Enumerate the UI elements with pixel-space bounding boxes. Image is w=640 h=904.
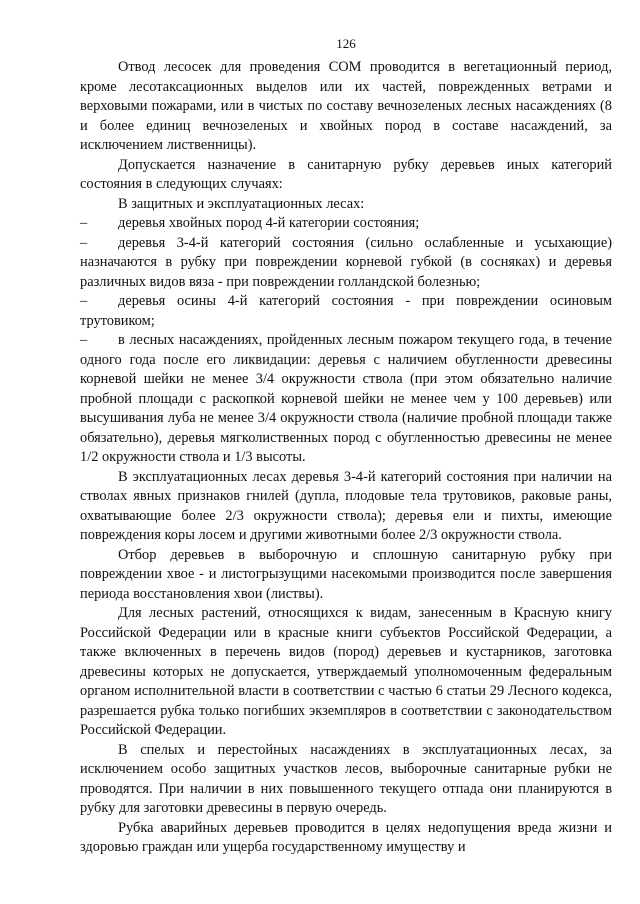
- paragraph: В спелых и перестойных насаждениях в эксплуатационных лесах, за исключением особо защитных участков лесов, выборочные санитарные рубки не проводятся. При наличии в них повышенного текущего отпада они планируются в рубку для заготовки древесины в первую очередь.: [80, 741, 612, 816]
- list-item: [80, 234, 612, 293]
- list-item: [80, 292, 612, 331]
- list-item-text: деревья хвойных пород 4-й категории состояния;: [118, 215, 420, 231]
- paragraph: В эксплуатационных лесах деревья 3-4-й категорий состояния при наличии на стволах явных признаков гнилей (дупла, плодовые тела трутовиков, раковые раны, охватывающие более 2/3 окружности ствола); деревья ели и пихты, имеющие повреждения коры лосем и другими животными более 2/3 окружности ствола.: [80, 468, 612, 543]
- dash-marker: –: [80, 234, 88, 251]
- document-body: [80, 58, 612, 858]
- list-item-text: в лесных насаждениях, пройденных лесным пожаром текущего года, в течение одного года после его ликвидации: деревья с наличием обугленности древесины корневой шейки не менее 3/4 окружности ствола (при этом обязательно наличие пробной площади с раскопкой корневой шейки не менее чем у 100 деревьев) или высушивания луба не менее 3/4 окружности ствола (наличие пробной площади также обязательно), деревья мягколиственных пород с обугленностью древесины не менее 1/2 окружности ствола и 1/3 высоты.: [80, 332, 612, 465]
- paragraph: Рубка аварийных деревьев проводится в целях недопущения вреда жизни и здоровью граждан или ущерба государственному имуществу и: [80, 819, 612, 855]
- paragraph: Отбор деревьев в выборочную и сплошную санитарную рубку при повреждении хвое - и листогрызущими насекомыми производится после завершения периода восстановления хвои (листвы).: [80, 546, 612, 602]
- list-item: [80, 331, 612, 468]
- list-item-text: деревья 3-4-й категорий состояния (сильно ослабленные и усыхающие) назначаются в рубку при повреждении корневой губкой (в сосняках) и деревья различных видов вяза - при повреждении голландской болезнью;: [80, 234, 612, 290]
- dash-marker: –: [80, 215, 88, 231]
- list-item-text: деревья осины 4-й категорий состояния - при повреждении осиновым трутовиком;: [80, 293, 612, 329]
- dash-marker: –: [80, 332, 88, 348]
- paragraph: Отвод лесосек для проведения СОМ проводится в вегетационный период, кроме лесотаксационных выделов или их частей, поврежденных ветрами и верховыми пожарами, или в чистых по составу вечнозеленых лесных насаждениях (8 и более единиц вечнозеленых и хвойных пород в составе насаждений, за исключением лиственницы).: [80, 59, 612, 153]
- paragraph: В защитных и эксплуатационных лесах:: [118, 195, 365, 212]
- page-number: 126: [336, 36, 356, 51]
- list-item: [80, 214, 612, 234]
- paragraph: Для лесных растений, относящихся к видам, занесенным в Красную книгу Российской Федерации или в красные книги субъектов Российской Федерации, а также включенных в перечень видов (пород) деревьев и кустарников, заготовка древесины которых не допускается, утверждаемый уполномоченным федеральным органом исполнительной власти в соответствии с частью 6 статьи 29 Лесного кодекса, разрешается рубка только погибших экземпляров в соответствии с законодательством Российской Федерации.: [80, 605, 612, 738]
- paragraph: Допускается назначение в санитарную рубку деревьев иных категорий состояния в следующих случаях:: [80, 156, 612, 192]
- dash-marker: –: [80, 293, 88, 309]
